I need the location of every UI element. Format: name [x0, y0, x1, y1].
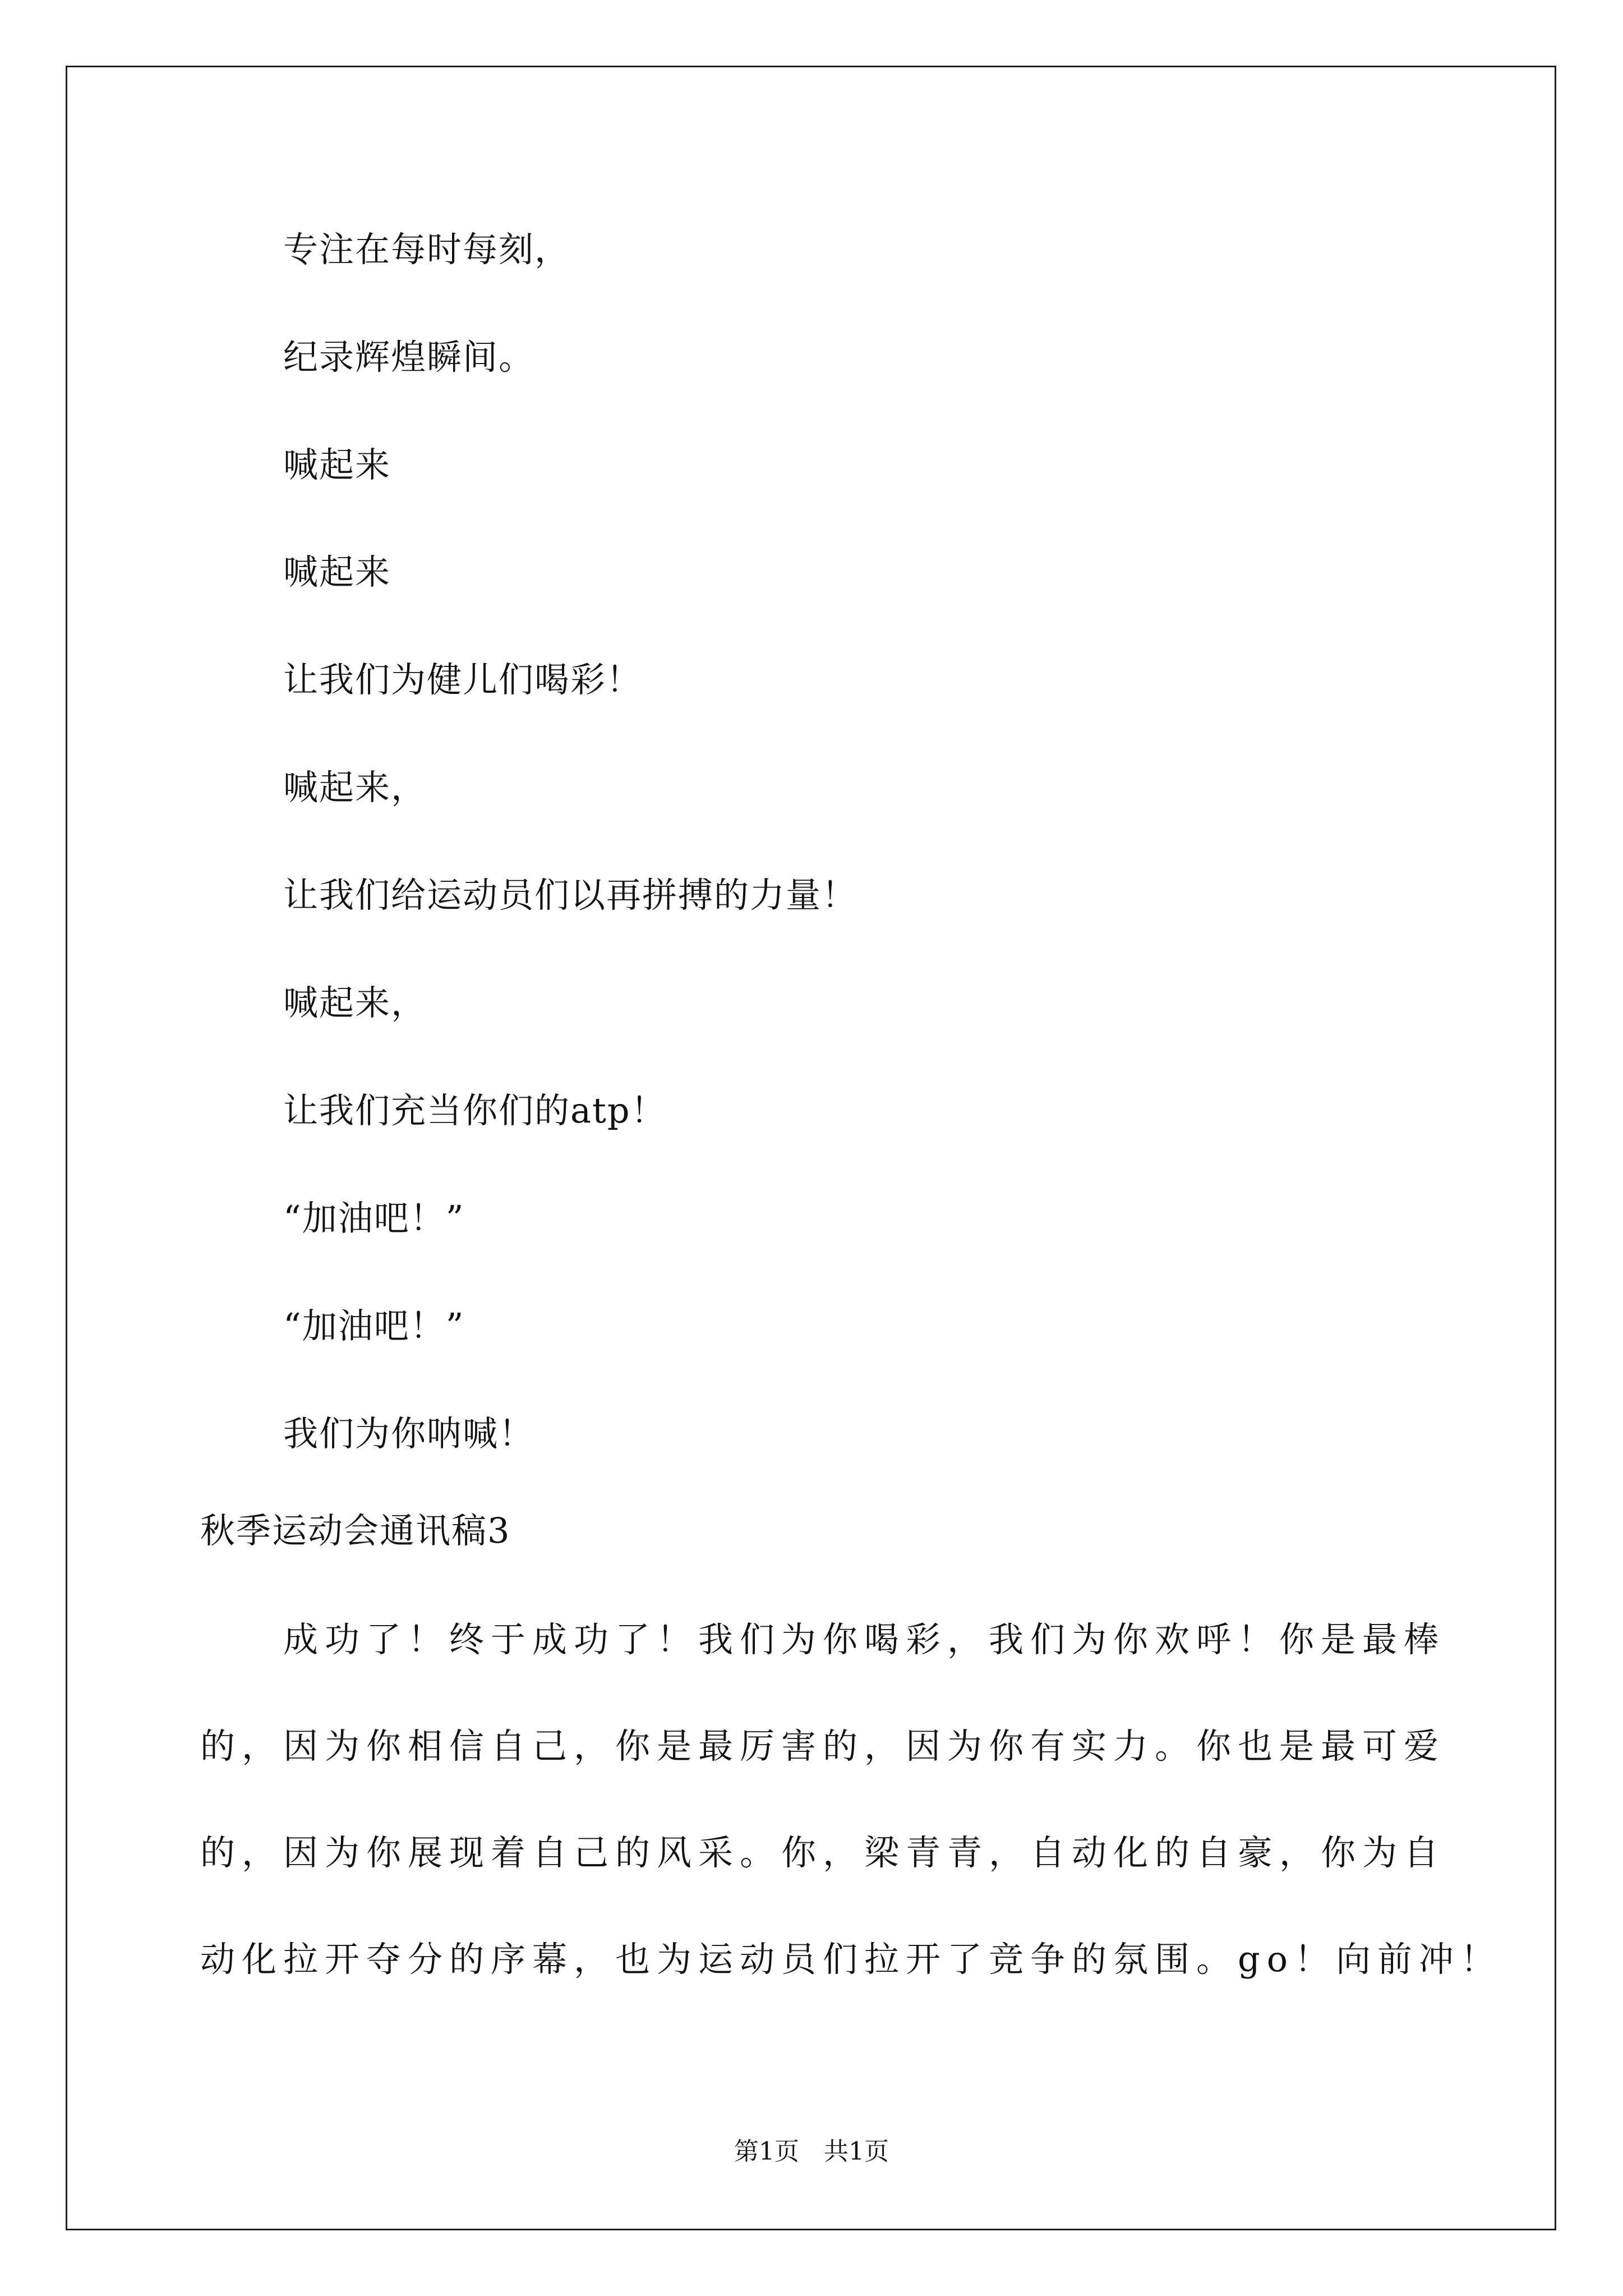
- poem-line: 喊起来，: [283, 982, 427, 1023]
- poem-line: 让我们为健儿们喝彩！: [283, 659, 643, 700]
- poem-line: 喊起来: [283, 444, 391, 485]
- paragraph-line: 的，因为你展现着自己的风采。你，梁青青，自动化的自豪，你为自: [200, 1832, 1446, 1873]
- poem-line: “加油吧！”: [283, 1305, 465, 1346]
- paragraph-line: 动化拉开夺分的序幕，也为运动员们拉开了竞争的氛围。go！向前冲！: [200, 1939, 1502, 1980]
- poem-line: 喊起来: [283, 551, 391, 592]
- poem-line: 纪录辉煌瞬间。: [283, 337, 535, 378]
- poem-line: 让我们充当你们的atp！: [283, 1090, 667, 1131]
- section-title: 秋季运动会通讯稿3: [200, 1510, 511, 1551]
- page-border: [66, 66, 1556, 2230]
- poem-line: 我们为你呐喊！: [283, 1413, 535, 1454]
- paragraph-line: 成功了！终于成功了！我们为你喝彩，我们为你欢呼！你是最棒: [283, 1619, 1446, 1660]
- poem-line: 喊起来，: [283, 767, 427, 808]
- page-footer: 第1页 共1页: [734, 2137, 889, 2166]
- paragraph-line: 的，因为你相信自己，你是最厉害的，因为你有实力。你也是最可爱: [200, 1726, 1446, 1766]
- poem-line: 专注在每时每刻，: [283, 229, 571, 270]
- poem-line: “加油吧！”: [283, 1198, 465, 1239]
- poem-line: 让我们给运动员们以再拼搏的力量！: [283, 875, 858, 915]
